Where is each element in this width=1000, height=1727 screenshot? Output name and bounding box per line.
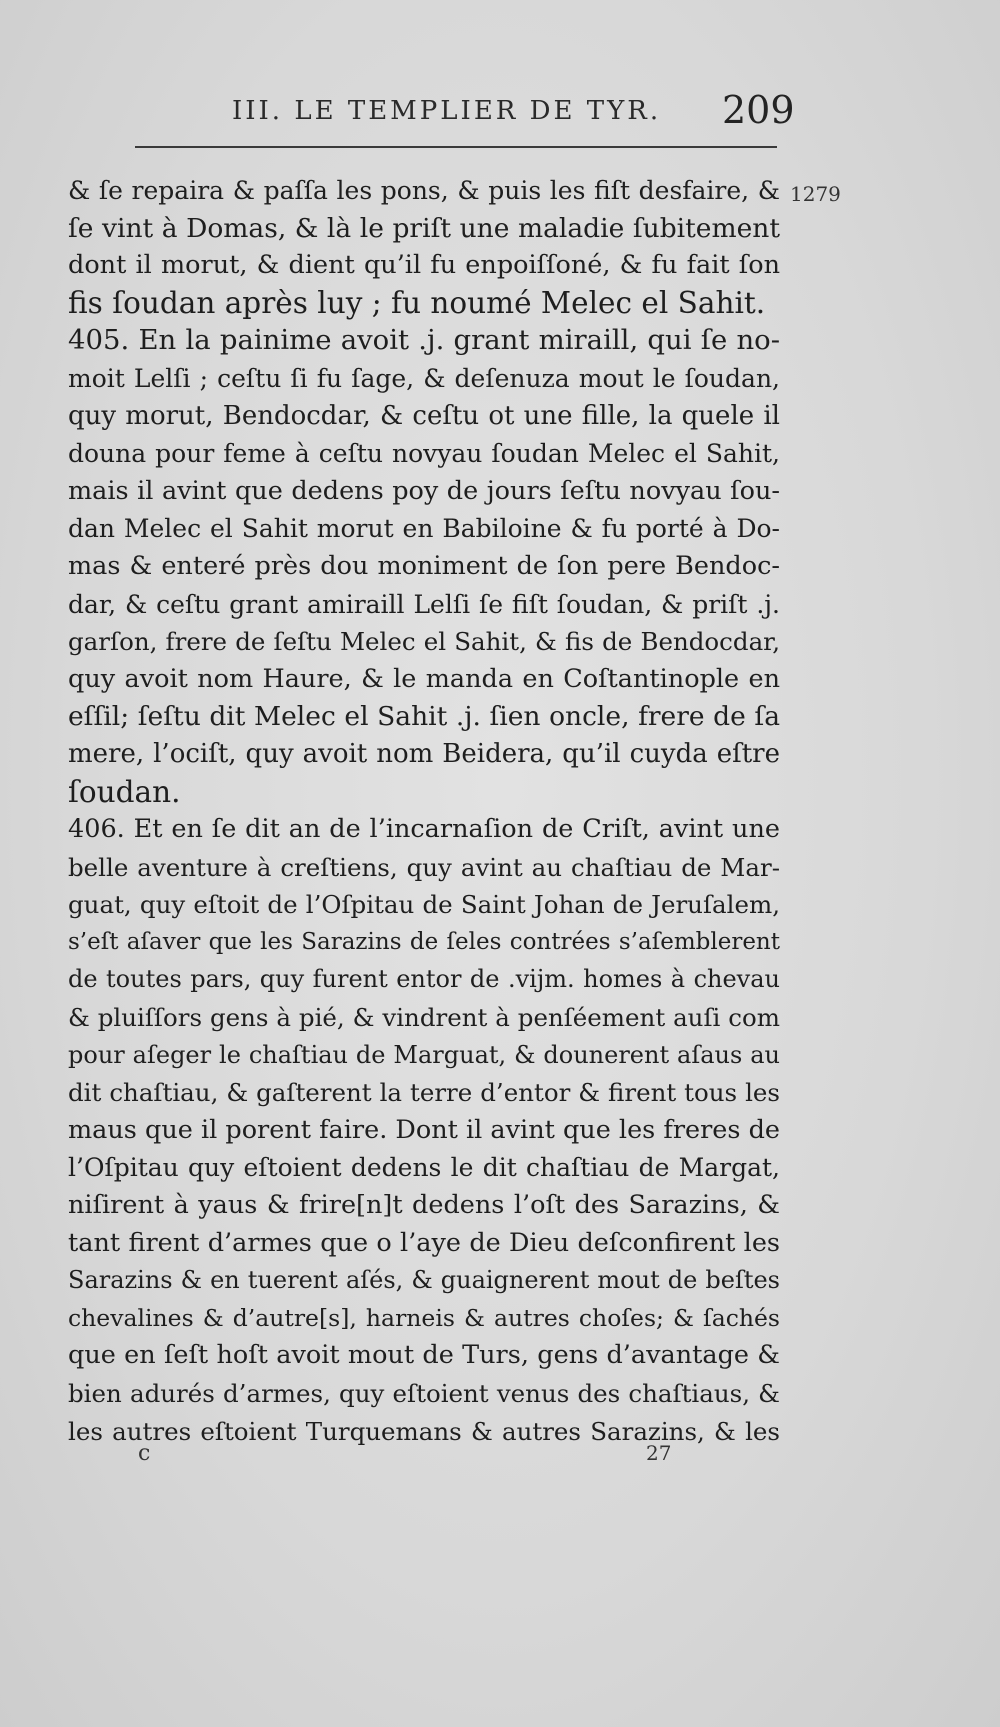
text-line: douna pour feme à ceſtu novyau ſoudan Melec el Sahit, — [68, 439, 780, 469]
text-line: tant firent d’armes que o l’aye de Dieu deſconfirent les — [68, 1227, 780, 1258]
text-line: belle aventure à creſtiens, quy avint au chaſtiau de Mar- — [68, 852, 780, 882]
text-line: & ſe repaira & paſſa les pons, & puis les fiſt desfaire, & — [68, 176, 780, 205]
text-line: dit chaſtiau, & gaſterent la terre d’entor & firent tous les — [68, 1078, 780, 1108]
text-line: dan Melec el Sahit morut en Babiloine & fu porté à Do- — [68, 514, 780, 544]
text-line: guat, quy eſtoit de l’Oſpitau de Saint Johan de Jeruſalem, — [68, 890, 780, 920]
gathering-number: 27 — [646, 1441, 672, 1465]
text-line: Sarazins & en tuerent aſés, & guaignerent mout de beſtes — [68, 1266, 780, 1295]
text-line: 406. Et en ſe dit an de l’incarnaſion de Criſt, avint une — [68, 814, 780, 845]
text-line: mere, l’ociſt, quy avoit nom Beidera, qu’il cuyda eſtre — [68, 738, 780, 769]
signature-mark: c — [138, 1441, 151, 1466]
text-line: que en ſeſt hoſt avoit mout de Turs, gens d’avantage & — [68, 1340, 780, 1371]
text-line: bien adurés d’armes, quy eſtoient venus des chaſtiaus, & — [68, 1379, 780, 1408]
margin-year-note: 1279 — [790, 182, 841, 206]
text-line: chevalines & d’autre[s], harneis & autres choſes; & ſachés — [68, 1303, 780, 1332]
text-line: mais il avint que dedens poy de jours ſeſtu novyau ſou- — [68, 475, 780, 506]
text-line: ſoudan. — [68, 774, 181, 809]
text-line: pour aſeger le chaſtiau de Marguat, & dounerent aſaus au — [68, 1040, 780, 1069]
text-line: dar, & ceſtu grant amiraill Lelſi ſe fiſt ſoudan, & priſt .j. — [68, 589, 780, 619]
text-line: s’eſt aſaver que les Sarazins de ſeles contrées s’aſemblerent — [68, 928, 780, 955]
text-line: quy avoit nom Haure, & le manda en Coſtantinople en — [68, 663, 780, 694]
text-line: mas & enteré près dou moniment de ſon pere Bendoc- — [68, 550, 780, 581]
text-line: niſirent à yaus & frire[n]t dedens l’oſt des Sarazins, & — [68, 1190, 780, 1221]
text-line: l’Oſpitau quy eſtoient dedens le dit chaſtiau de Margat, — [68, 1153, 780, 1183]
text-line: eſſil; ſeſtu dit Melec el Sahit .j. ſien oncle, frere de ſa — [68, 701, 780, 733]
text-line: & pluiſſors gens à pié, & vindrent à penſéement auſi com — [68, 1003, 780, 1033]
text-line: quy morut, Bendocdar, & ceſtu ot une fille, la quele il — [68, 400, 780, 431]
text-line: ſe vint à Domas, & là le priſt une maladie ſubitement — [68, 212, 780, 244]
text-line: maus que il porent faire. Dont il avint que les freres de — [68, 1114, 780, 1145]
running-head: III. LE TEMPLIER DE TYR. — [232, 96, 662, 126]
text-line: les autres eſtoient Turquemans & autres Sarazins, & les — [68, 1416, 780, 1446]
text-line: garſon, frere de ſeſtu Melec el Sahit, & fis de Bendocdar, — [68, 627, 780, 657]
text-line: moit Lelſi ; ceſtu ſi fu ſage, & deſenuza mout le ſoudan, — [68, 363, 780, 393]
text-line: 405. En la painime avoit .j. grant miraill, qui ſe no- — [68, 324, 780, 357]
text-line: dont il morut, & dient qu’il fu enpoiſſoné, & fu fait ſon — [68, 250, 780, 281]
text-line: de toutes pars, quy furent entor de .vijm. homes à chevau — [68, 965, 780, 994]
body-text — [68, 172, 780, 1450]
text-line: fis ſoudan après luy ; fu noumé Melec el Sahit. — [68, 285, 766, 320]
page-number: 209 — [722, 88, 795, 132]
header-rule — [135, 146, 777, 148]
